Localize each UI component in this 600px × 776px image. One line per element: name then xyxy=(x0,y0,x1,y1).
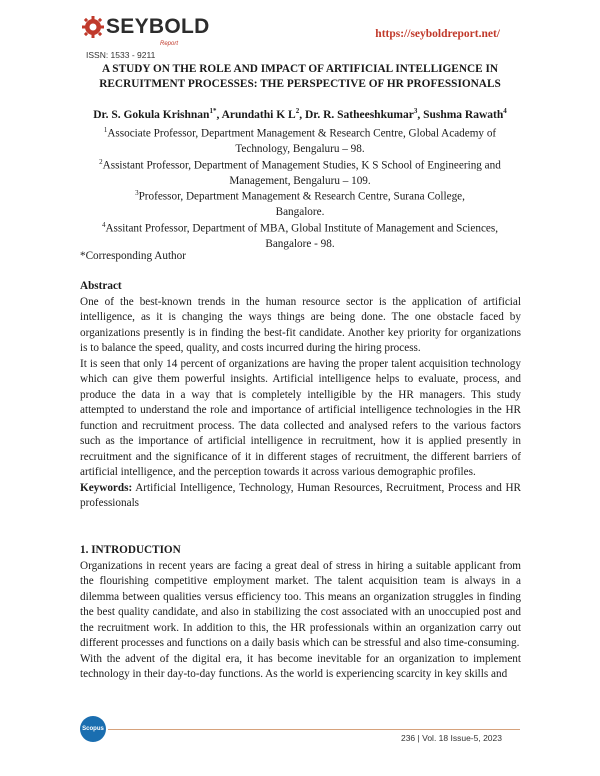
affiliation-text: Management, Bengaluru – 109. xyxy=(229,175,371,188)
title-line: A STUDY ON THE ROLE AND IMPACT OF ARTIFICIAL INTELLIGENCE IN xyxy=(101,63,499,75)
page-number: 236 xyxy=(400,733,416,743)
keywords xyxy=(80,481,521,512)
affiliation-sup: 3 xyxy=(135,189,139,197)
author-sup: 2 xyxy=(295,107,300,115)
journal-logo xyxy=(82,14,212,50)
page-info xyxy=(401,733,502,743)
abstract-section xyxy=(80,279,521,512)
page-separator: | xyxy=(417,733,420,743)
author-list xyxy=(80,107,520,121)
abstract-paragraph: It is seen that only 14 percent of organizations are having the proper talent acquisition technology which can give them powerful insights. Artificial intelligence helps to evaluate, process, and produce the data in a way that is completely intelligible by the HR managers. This study attempted to understand the role and importance of artificial intelligence technologies in the HR function and recruitment process. The data collected and analysed refers to the various factors such as the importance of artificial intelligence in recruitment, how it is applied presently in recruitment and the significance of it in different stages of recruitment, the different barriers of artificial intelligence, and the perception towards it across various demographic profiles. xyxy=(80,357,521,478)
author-name: Arundathi K L xyxy=(221,108,296,121)
affiliation xyxy=(80,123,520,158)
corresponding-author-note: *Corresponding Author xyxy=(80,250,186,262)
gear-icon xyxy=(82,16,104,38)
footer-rule xyxy=(108,729,520,730)
affiliation-sup: 1 xyxy=(103,126,108,134)
author-separator: , xyxy=(417,108,424,121)
section-heading: 1. INTRODUCTION xyxy=(80,544,181,556)
affiliation xyxy=(80,186,520,221)
title-line: RECRUITMENT PROCESSES: THE PERSPECTIVE OF HR PROFESSIONALS xyxy=(99,78,501,90)
keywords-label: Keywords: xyxy=(80,481,133,494)
affiliation-sup: 2 xyxy=(99,158,103,166)
author-name: Sushma Rawath xyxy=(423,108,504,121)
affiliation-text: Professor, Department Management & Research Centre, Surana College, xyxy=(138,190,465,203)
affiliation-text: Bangalore - 98. xyxy=(265,238,335,251)
affiliation-text: Assistant Professor, Department of Management Studies, K S School of Engineering and xyxy=(102,159,501,172)
body-paragraph: Organizations in recent years are facing a great deal of stress in hiring a suitable applicant from the flourishing competitive employment market. The talent acquisition team is always in a dilemma between qualities versus efficiency too. This means an organization struggles in finding the best quality candidate, and also in stabilizing the cost associated with an unoccupied post and the recruitment work. In addition to this, the HR professionals within an organization carry out different processes and functions on a daily basis which can be stressful and also time-consuming. xyxy=(80,559,521,649)
logo-wordmark: SEYBOLD xyxy=(106,15,210,38)
author-name: Dr. R. Satheeshkumar xyxy=(304,108,414,121)
abstract-paragraph: One of the best-known trends in the human resource sector is the application of artificial intelligence, as it is changing the ways things are being done. The one obstacle faced by organizations presently is in finding the best-fit candidate. Another key priority for organizations is to balance the speed, quality, and costs incurred during the hiring process. xyxy=(80,295,521,354)
author-separator: , xyxy=(216,108,222,121)
affiliation xyxy=(80,155,520,190)
author-sup: 1* xyxy=(209,107,217,115)
author-sup: 3 xyxy=(413,107,418,115)
author-name: Dr. S. Gokula Krishnan xyxy=(93,108,210,121)
affiliation-text: Technology, Bengaluru – 98. xyxy=(235,143,365,156)
affiliation-text: Assitant Professor, Department of MBA, Global Institute of Management and Sciences, xyxy=(105,222,499,235)
author-separator: , xyxy=(299,108,305,121)
scopus-badge: Scopus xyxy=(80,716,106,742)
paper-title xyxy=(80,62,520,92)
journal-url-link[interactable]: https://seyboldreport.net/ xyxy=(375,28,500,40)
affiliation-text: Associate Professor, Department Management & Research Centre, Global Academy of xyxy=(107,127,497,140)
issn: ISSN: 1533 - 9211 xyxy=(86,50,156,60)
affiliation-sup: 4 xyxy=(101,221,106,229)
keywords-text: Artificial Intelligence, Technology, Human Resources, Recruitment, Process and HR professionals xyxy=(80,481,521,509)
author-sup: 4 xyxy=(503,107,507,115)
volume-issue: Vol. 18 Issue-5, 2023 xyxy=(422,733,502,743)
abstract-heading: Abstract xyxy=(80,280,122,292)
page-footer xyxy=(0,714,600,744)
affiliation-text: Bangalore. xyxy=(275,206,325,219)
introduction-section xyxy=(80,543,521,683)
affiliation xyxy=(80,218,520,253)
logo-subtitle: Report xyxy=(160,41,179,47)
body-paragraph: With the advent of the digital era, it has become inevitable for an organization to implement technology in their day-to-day functions. As the world is experiencing scarcity in key skills and xyxy=(80,652,521,680)
